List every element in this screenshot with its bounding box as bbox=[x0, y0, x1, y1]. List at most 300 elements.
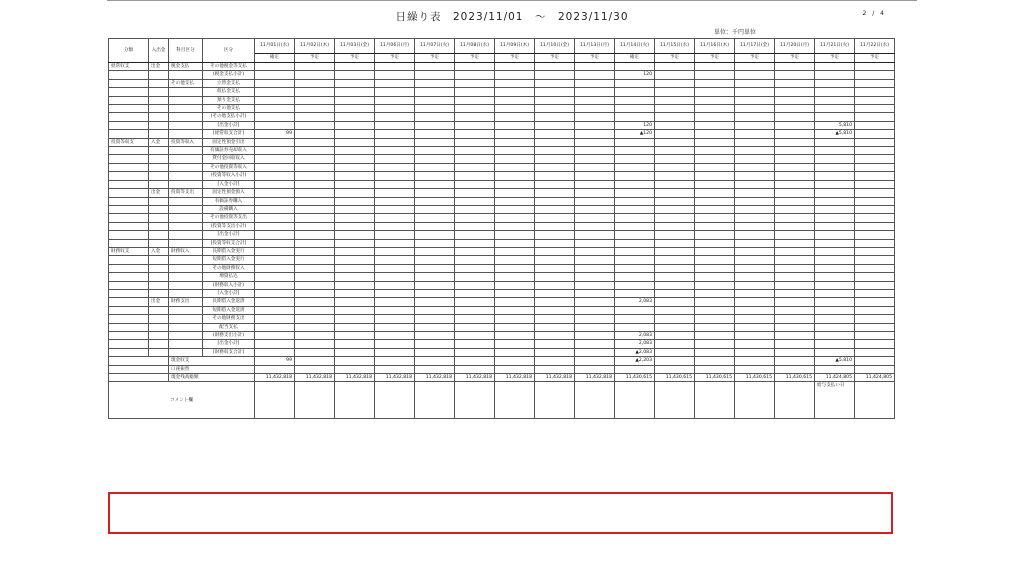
value-cell bbox=[255, 323, 295, 331]
division-cell: 長期借入金返済 bbox=[203, 298, 255, 306]
value-cell bbox=[295, 121, 335, 129]
value-cell bbox=[535, 147, 575, 155]
value-cell bbox=[255, 155, 295, 163]
value-cell bbox=[495, 306, 535, 314]
value-cell bbox=[335, 113, 375, 121]
comment-cell[interactable] bbox=[855, 382, 895, 419]
value-cell bbox=[535, 96, 575, 104]
total-value-cell bbox=[375, 357, 415, 365]
value-cell bbox=[375, 340, 415, 348]
comment-cell[interactable] bbox=[335, 382, 375, 419]
value-cell bbox=[335, 340, 375, 348]
value-cell bbox=[375, 231, 415, 239]
table-row bbox=[109, 189, 895, 197]
io-cell bbox=[149, 231, 169, 239]
total-value-cell bbox=[735, 365, 775, 373]
value-cell bbox=[495, 163, 535, 171]
value-cell bbox=[855, 323, 895, 331]
value-cell bbox=[535, 222, 575, 230]
value-cell bbox=[415, 332, 455, 340]
value-cell bbox=[855, 88, 895, 96]
value-cell bbox=[775, 348, 815, 356]
table-row bbox=[109, 71, 895, 79]
value-cell bbox=[815, 105, 855, 113]
value-cell bbox=[415, 239, 455, 247]
value-cell bbox=[855, 298, 895, 306]
value-cell bbox=[455, 273, 495, 281]
value-cell bbox=[495, 105, 535, 113]
value-cell bbox=[535, 71, 575, 79]
value-cell bbox=[375, 247, 415, 255]
value-cell bbox=[735, 71, 775, 79]
total-value-cell bbox=[575, 365, 615, 373]
division-cell: (その他支払小計) bbox=[203, 113, 255, 121]
value-cell bbox=[335, 197, 375, 205]
value-cell bbox=[575, 105, 615, 113]
value-cell bbox=[615, 289, 655, 297]
division-cell: 配当支払 bbox=[203, 323, 255, 331]
division-cell: 短期借入金実行 bbox=[203, 256, 255, 264]
value-cell bbox=[295, 231, 335, 239]
subject-cell bbox=[169, 348, 203, 356]
table-row bbox=[109, 231, 895, 239]
total-value-cell bbox=[575, 357, 615, 365]
value-cell bbox=[455, 256, 495, 264]
value-cell bbox=[855, 71, 895, 79]
value-cell bbox=[535, 180, 575, 188]
io-cell bbox=[149, 214, 169, 222]
io-cell: 入金 bbox=[149, 247, 169, 255]
category-cell bbox=[109, 323, 149, 331]
value-cell bbox=[495, 205, 535, 213]
value-cell bbox=[535, 281, 575, 289]
value-cell bbox=[495, 155, 535, 163]
value-cell bbox=[295, 180, 335, 188]
value-cell bbox=[295, 348, 335, 356]
cashflow-table bbox=[108, 38, 895, 419]
value-cell bbox=[295, 79, 335, 87]
value-cell bbox=[695, 63, 735, 71]
total-value-cell bbox=[655, 365, 695, 373]
value-cell bbox=[815, 197, 855, 205]
value-cell bbox=[495, 130, 535, 138]
division-cell: その他支払 bbox=[203, 105, 255, 113]
division-cell: (財務収入小計) bbox=[203, 281, 255, 289]
subject-cell bbox=[169, 121, 203, 129]
value-cell bbox=[335, 163, 375, 171]
value-cell bbox=[775, 163, 815, 171]
category-cell bbox=[109, 231, 149, 239]
value-cell bbox=[615, 172, 655, 180]
value-cell bbox=[775, 113, 815, 121]
value-cell bbox=[295, 205, 335, 213]
value-cell bbox=[295, 239, 335, 247]
value-cell bbox=[535, 172, 575, 180]
io-cell bbox=[149, 306, 169, 314]
comment-cell[interactable] bbox=[255, 382, 295, 419]
value-cell bbox=[775, 247, 815, 255]
value-cell bbox=[375, 121, 415, 129]
value-cell bbox=[575, 79, 615, 87]
value-cell bbox=[735, 96, 775, 104]
subject-cell bbox=[169, 264, 203, 272]
value-cell bbox=[335, 205, 375, 213]
value-cell bbox=[535, 88, 575, 96]
value-cell: ▲5,810 bbox=[815, 130, 855, 138]
date-header: 11月13日(月) bbox=[575, 39, 615, 54]
io-cell bbox=[149, 348, 169, 356]
value-cell bbox=[255, 205, 295, 213]
value-cell bbox=[415, 205, 455, 213]
subject-cell bbox=[169, 281, 203, 289]
value-cell bbox=[455, 222, 495, 230]
value-cell bbox=[655, 130, 695, 138]
value-cell bbox=[335, 63, 375, 71]
value-cell bbox=[615, 88, 655, 96]
date-header: 11月07日(火) bbox=[415, 39, 455, 54]
comment-cell[interactable] bbox=[735, 382, 775, 419]
value-cell bbox=[335, 130, 375, 138]
division-cell: [出金小計] bbox=[203, 340, 255, 348]
value-cell bbox=[375, 113, 415, 121]
comment-cell[interactable] bbox=[295, 382, 335, 419]
subject-cell: 投資等収入 bbox=[169, 138, 203, 146]
value-cell bbox=[455, 315, 495, 323]
subject-cell bbox=[169, 214, 203, 222]
value-cell bbox=[455, 155, 495, 163]
total-value-cell: 11,424,805 bbox=[855, 374, 895, 382]
io-cell bbox=[149, 222, 169, 230]
value-cell bbox=[775, 332, 815, 340]
value-cell bbox=[575, 63, 615, 71]
status-cell: 予定 bbox=[535, 54, 575, 63]
value-cell bbox=[495, 214, 535, 222]
value-cell bbox=[255, 88, 295, 96]
subject-cell bbox=[169, 172, 203, 180]
value-cell bbox=[735, 323, 775, 331]
value-cell bbox=[615, 180, 655, 188]
value-cell bbox=[295, 71, 335, 79]
status-cell: 予定 bbox=[775, 54, 815, 63]
value-cell bbox=[655, 239, 695, 247]
value-cell bbox=[615, 281, 655, 289]
value-cell bbox=[495, 189, 535, 197]
value-cell bbox=[495, 348, 535, 356]
io-cell bbox=[149, 96, 169, 104]
value-cell bbox=[815, 273, 855, 281]
value-cell bbox=[575, 315, 615, 323]
comment-cell[interactable] bbox=[375, 382, 415, 419]
category-cell bbox=[109, 197, 149, 205]
value-cell bbox=[815, 340, 855, 348]
value-cell bbox=[695, 340, 735, 348]
comment-cell[interactable] bbox=[655, 382, 695, 419]
value-cell bbox=[415, 256, 455, 264]
value-cell bbox=[855, 214, 895, 222]
value-cell bbox=[295, 247, 335, 255]
comment-cell[interactable] bbox=[455, 382, 495, 419]
value-cell bbox=[495, 113, 535, 121]
value-cell bbox=[735, 239, 775, 247]
division-cell: [投資等収支合計] bbox=[203, 239, 255, 247]
value-cell bbox=[655, 88, 695, 96]
subject-cell: 税金支払 bbox=[169, 63, 203, 71]
date-header: 11月08日(水) bbox=[455, 39, 495, 54]
io-cell bbox=[149, 147, 169, 155]
division-cell: 仮払金支払 bbox=[203, 88, 255, 96]
value-cell bbox=[815, 281, 855, 289]
value-cell bbox=[695, 323, 735, 331]
category-cell bbox=[109, 130, 149, 138]
value-cell bbox=[655, 306, 695, 314]
value-cell bbox=[255, 138, 295, 146]
io-cell bbox=[149, 281, 169, 289]
category-cell bbox=[109, 340, 149, 348]
value-cell bbox=[655, 340, 695, 348]
value-cell bbox=[335, 172, 375, 180]
comment-cell[interactable] bbox=[575, 382, 615, 419]
value-cell bbox=[695, 239, 735, 247]
value-cell bbox=[535, 121, 575, 129]
header-subject: 科目区分 bbox=[169, 39, 203, 63]
value-cell bbox=[535, 105, 575, 113]
category-cell bbox=[109, 281, 149, 289]
value-cell bbox=[295, 340, 335, 348]
value-cell bbox=[695, 332, 735, 340]
io-cell bbox=[149, 256, 169, 264]
value-cell bbox=[415, 88, 455, 96]
value-cell bbox=[735, 79, 775, 87]
value-cell bbox=[815, 315, 855, 323]
value-cell bbox=[455, 180, 495, 188]
value-cell bbox=[855, 332, 895, 340]
total-row bbox=[109, 365, 895, 373]
value-cell bbox=[495, 180, 535, 188]
value-cell bbox=[455, 289, 495, 297]
total-value-cell: 11,432,818 bbox=[375, 374, 415, 382]
value-cell bbox=[415, 289, 455, 297]
total-label: 現金収支 bbox=[169, 357, 255, 365]
value-cell bbox=[335, 105, 375, 113]
value-cell bbox=[295, 172, 335, 180]
value-cell bbox=[375, 256, 415, 264]
value-cell bbox=[455, 138, 495, 146]
value-cell: 120 bbox=[615, 121, 655, 129]
value-cell bbox=[255, 348, 295, 356]
value-cell bbox=[535, 197, 575, 205]
value-cell: 5,810 bbox=[815, 121, 855, 129]
value-cell bbox=[735, 273, 775, 281]
value-cell bbox=[455, 306, 495, 314]
value-cell bbox=[375, 163, 415, 171]
value-cell bbox=[775, 88, 815, 96]
division-cell: 有価証券購入 bbox=[203, 197, 255, 205]
value-cell bbox=[495, 273, 535, 281]
value-cell bbox=[855, 289, 895, 297]
division-cell: (投資等支出小計) bbox=[203, 222, 255, 230]
table-row bbox=[109, 197, 895, 205]
value-cell bbox=[855, 348, 895, 356]
table-row bbox=[109, 105, 895, 113]
comment-cell[interactable] bbox=[415, 382, 455, 419]
value-cell bbox=[295, 147, 335, 155]
io-cell: 出金 bbox=[149, 298, 169, 306]
value-cell bbox=[695, 113, 735, 121]
value-cell bbox=[575, 239, 615, 247]
value-cell bbox=[375, 205, 415, 213]
value-cell bbox=[695, 205, 735, 213]
value-cell bbox=[375, 264, 415, 272]
status-cell: 予定 bbox=[855, 54, 895, 63]
value-cell bbox=[295, 63, 335, 71]
value-cell bbox=[335, 71, 375, 79]
value-cell bbox=[415, 180, 455, 188]
table-row bbox=[109, 281, 895, 289]
value-cell bbox=[455, 79, 495, 87]
value-cell bbox=[375, 289, 415, 297]
value-cell: 99 bbox=[255, 130, 295, 138]
value-cell bbox=[695, 71, 735, 79]
value-cell bbox=[295, 155, 335, 163]
value-cell bbox=[775, 315, 815, 323]
subject-cell bbox=[169, 332, 203, 340]
value-cell bbox=[735, 155, 775, 163]
value-cell bbox=[695, 79, 735, 87]
value-cell bbox=[375, 281, 415, 289]
value-cell bbox=[815, 113, 855, 121]
division-cell: (税金支払小計) bbox=[203, 71, 255, 79]
io-cell bbox=[149, 180, 169, 188]
value-cell bbox=[775, 256, 815, 264]
value-cell bbox=[455, 189, 495, 197]
category-cell bbox=[109, 332, 149, 340]
value-cell bbox=[815, 231, 855, 239]
value-cell bbox=[375, 197, 415, 205]
status-cell: 予定 bbox=[695, 54, 735, 63]
value-cell bbox=[535, 298, 575, 306]
table-row bbox=[109, 113, 895, 121]
value-cell bbox=[335, 138, 375, 146]
value-cell bbox=[415, 105, 455, 113]
table-row bbox=[109, 340, 895, 348]
category-cell: 経常収支 bbox=[109, 63, 149, 71]
table-row bbox=[109, 155, 895, 163]
io-cell bbox=[149, 239, 169, 247]
value-cell bbox=[775, 138, 815, 146]
value-cell bbox=[335, 315, 375, 323]
value-cell bbox=[575, 264, 615, 272]
total-value-cell bbox=[455, 365, 495, 373]
value-cell bbox=[335, 273, 375, 281]
value-cell bbox=[495, 281, 535, 289]
table-row bbox=[109, 222, 895, 230]
value-cell: ▲2,083 bbox=[615, 348, 655, 356]
total-value-cell: ▲2,203 bbox=[615, 357, 655, 365]
table-row bbox=[109, 273, 895, 281]
value-cell bbox=[255, 306, 295, 314]
date-header: 11月22日(水) bbox=[855, 39, 895, 54]
comment-cell[interactable] bbox=[535, 382, 575, 419]
value-cell bbox=[415, 63, 455, 71]
value-cell bbox=[655, 348, 695, 356]
value-cell bbox=[255, 96, 295, 104]
value-cell bbox=[535, 239, 575, 247]
table-row bbox=[109, 96, 895, 104]
value-cell bbox=[615, 315, 655, 323]
total-value-cell bbox=[455, 357, 495, 365]
header-division: 区分 bbox=[203, 39, 255, 63]
table-row bbox=[109, 289, 895, 297]
value-cell bbox=[775, 197, 815, 205]
value-cell bbox=[615, 323, 655, 331]
comment-cell[interactable] bbox=[495, 382, 535, 419]
subject-cell bbox=[169, 289, 203, 297]
value-cell bbox=[455, 130, 495, 138]
value-cell bbox=[615, 264, 655, 272]
value-cell bbox=[655, 172, 695, 180]
value-cell bbox=[735, 256, 775, 264]
value-cell bbox=[335, 348, 375, 356]
total-value-cell: 11,432,818 bbox=[495, 374, 535, 382]
value-cell bbox=[535, 214, 575, 222]
value-cell bbox=[775, 273, 815, 281]
value-cell bbox=[855, 130, 895, 138]
value-cell bbox=[335, 155, 375, 163]
value-cell bbox=[295, 298, 335, 306]
value-cell bbox=[335, 96, 375, 104]
value-cell bbox=[575, 306, 615, 314]
table-row bbox=[109, 214, 895, 222]
value-cell bbox=[655, 121, 695, 129]
division-cell: [出金小計] bbox=[203, 231, 255, 239]
value-cell bbox=[735, 264, 775, 272]
value-cell bbox=[615, 163, 655, 171]
value-cell bbox=[655, 71, 695, 79]
value-cell bbox=[855, 281, 895, 289]
comment-cell[interactable]: 給与支払い日 bbox=[815, 382, 855, 419]
value-cell bbox=[375, 96, 415, 104]
value-cell bbox=[655, 256, 695, 264]
value-cell bbox=[375, 138, 415, 146]
comment-cell[interactable] bbox=[615, 382, 655, 419]
value-cell bbox=[695, 189, 735, 197]
category-cell bbox=[109, 315, 149, 323]
date-header: 11月15日(水) bbox=[655, 39, 695, 54]
value-cell bbox=[815, 214, 855, 222]
value-cell bbox=[375, 315, 415, 323]
value-cell bbox=[695, 348, 735, 356]
comment-cell[interactable] bbox=[695, 382, 735, 419]
value-cell bbox=[455, 214, 495, 222]
value-cell bbox=[295, 315, 335, 323]
value-cell bbox=[295, 256, 335, 264]
value-cell bbox=[615, 96, 655, 104]
comment-cell[interactable] bbox=[775, 382, 815, 419]
value-cell bbox=[375, 172, 415, 180]
value-cell bbox=[575, 172, 615, 180]
value-cell bbox=[455, 96, 495, 104]
division-cell: その他財務収入 bbox=[203, 264, 255, 272]
value-cell bbox=[335, 189, 375, 197]
value-cell bbox=[735, 197, 775, 205]
value-cell bbox=[495, 332, 535, 340]
value-cell bbox=[495, 239, 535, 247]
value-cell bbox=[855, 121, 895, 129]
value-cell bbox=[695, 247, 735, 255]
value-cell bbox=[455, 281, 495, 289]
value-cell bbox=[495, 222, 535, 230]
table-row bbox=[109, 298, 895, 306]
